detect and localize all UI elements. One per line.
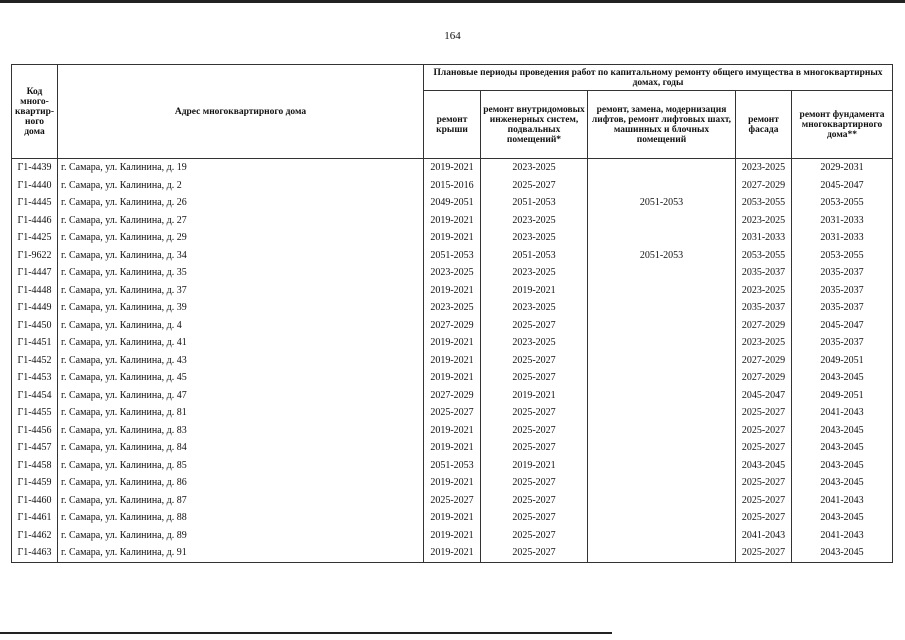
cell-elevators [588, 404, 736, 422]
cell-elevators [588, 299, 736, 317]
cell-code: Г1-4458 [12, 457, 58, 475]
cell-systems: 2023-2025 [481, 212, 588, 230]
cell-foundation: 2041-2043 [792, 404, 893, 422]
cell-elevators: 2051-2053 [588, 247, 736, 265]
cell-code: Г1-9622 [12, 247, 58, 265]
cell-code: Г1-4448 [12, 282, 58, 300]
cell-foundation: 2045-2047 [792, 317, 893, 335]
cell-facade: 2025-2027 [736, 509, 792, 527]
cell-roof: 2019-2021 [424, 509, 481, 527]
cell-elevators [588, 527, 736, 545]
table-row [12, 527, 893, 545]
cell-systems: 2025-2027 [481, 404, 588, 422]
cell-code: Г1-4452 [12, 352, 58, 370]
cell-systems: 2025-2027 [481, 492, 588, 510]
header-systems: ремонт внутридомовых инженерных систем, подвальных помещений* [481, 91, 588, 159]
cell-facade: 2053-2055 [736, 194, 792, 212]
cell-address: г. Самара, ул. Калинина, д. 84 [58, 439, 424, 457]
cell-roof: 2019-2021 [424, 282, 481, 300]
header-facade: ремонт фасада [736, 91, 792, 159]
cell-elevators [588, 334, 736, 352]
cell-code: Г1-4425 [12, 229, 58, 247]
table-row [12, 544, 893, 562]
cell-facade: 2025-2027 [736, 492, 792, 510]
cell-code: Г1-4462 [12, 527, 58, 545]
cell-facade: 2041-2043 [736, 527, 792, 545]
table-row [12, 317, 893, 335]
cell-facade: 2053-2055 [736, 247, 792, 265]
table-body [12, 159, 893, 563]
cell-systems: 2051-2053 [481, 194, 588, 212]
cell-systems: 2025-2027 [481, 352, 588, 370]
cell-elevators [588, 544, 736, 562]
cell-code: Г1-4454 [12, 387, 58, 405]
cell-elevators: 2051-2053 [588, 194, 736, 212]
table-row [12, 474, 893, 492]
cell-elevators [588, 159, 736, 177]
cell-foundation: 2043-2045 [792, 422, 893, 440]
cell-facade: 2025-2027 [736, 474, 792, 492]
cell-address: г. Самара, ул. Калинина, д. 41 [58, 334, 424, 352]
cell-roof: 2051-2053 [424, 247, 481, 265]
cell-foundation: 2049-2051 [792, 387, 893, 405]
cell-code: Г1-4440 [12, 177, 58, 195]
cell-foundation: 2043-2045 [792, 474, 893, 492]
cell-facade: 2023-2025 [736, 159, 792, 177]
table-row [12, 369, 893, 387]
cell-code: Г1-4455 [12, 404, 58, 422]
cell-facade: 2043-2045 [736, 457, 792, 475]
cell-systems: 2025-2027 [481, 509, 588, 527]
cell-foundation: 2049-2051 [792, 352, 893, 370]
cell-systems: 2023-2025 [481, 159, 588, 177]
cell-address: г. Самара, ул. Калинина, д. 85 [58, 457, 424, 475]
cell-foundation: 2043-2045 [792, 509, 893, 527]
cell-facade: 2023-2025 [736, 212, 792, 230]
table-row [12, 422, 893, 440]
cell-address: г. Самара, ул. Калинина, д. 91 [58, 544, 424, 562]
cell-address: г. Самара, ул. Калинина, д. 89 [58, 527, 424, 545]
cell-address: г. Самара, ул. Калинина, д. 47 [58, 387, 424, 405]
header-code: Код много-квартир-ного дома [12, 65, 58, 159]
cell-elevators [588, 282, 736, 300]
header-periods: Плановые периоды проведения работ по капитальному ремонту общего имущества в многоквартирных домах, годы [424, 65, 893, 91]
cell-elevators [588, 369, 736, 387]
cell-systems: 2025-2027 [481, 544, 588, 562]
cell-foundation: 2035-2037 [792, 264, 893, 282]
cell-code: Г1-4446 [12, 212, 58, 230]
cell-facade: 2035-2037 [736, 299, 792, 317]
table-row [12, 159, 893, 177]
table-row [12, 404, 893, 422]
top-border-rule [0, 0, 905, 3]
cell-elevators [588, 422, 736, 440]
bottom-border-rule [0, 632, 612, 634]
cell-foundation: 2041-2043 [792, 527, 893, 545]
cell-code: Г1-4450 [12, 317, 58, 335]
cell-elevators [588, 264, 736, 282]
table-row [12, 492, 893, 510]
cell-systems: 2023-2025 [481, 299, 588, 317]
cell-roof: 2027-2029 [424, 387, 481, 405]
cell-code: Г1-4459 [12, 474, 58, 492]
table-row [12, 352, 893, 370]
cell-roof: 2025-2027 [424, 492, 481, 510]
cell-facade: 2027-2029 [736, 369, 792, 387]
cell-elevators [588, 387, 736, 405]
cell-foundation: 2043-2045 [792, 439, 893, 457]
cell-elevators [588, 352, 736, 370]
cell-foundation: 2031-2033 [792, 212, 893, 230]
cell-facade: 2027-2029 [736, 317, 792, 335]
cell-address: г. Самара, ул. Калинина, д. 45 [58, 369, 424, 387]
cell-roof: 2027-2029 [424, 317, 481, 335]
cell-roof: 2019-2021 [424, 352, 481, 370]
repair-schedule-table-wrapper [11, 64, 893, 563]
cell-systems: 2019-2021 [481, 282, 588, 300]
cell-address: г. Самара, ул. Калинина, д. 35 [58, 264, 424, 282]
cell-roof: 2051-2053 [424, 457, 481, 475]
cell-roof: 2019-2021 [424, 369, 481, 387]
cell-roof: 2023-2025 [424, 299, 481, 317]
cell-code: Г1-4463 [12, 544, 58, 562]
cell-systems: 2025-2027 [481, 177, 588, 195]
cell-code: Г1-4445 [12, 194, 58, 212]
cell-facade: 2035-2037 [736, 264, 792, 282]
header-elevators: ремонт, замена, модернизация лифтов, ремонт лифтовых шахт, машинных и блочных помещений [588, 91, 736, 159]
cell-address: г. Самара, ул. Калинина, д. 26 [58, 194, 424, 212]
cell-address: г. Самара, ул. Калинина, д. 2 [58, 177, 424, 195]
cell-foundation: 2035-2037 [792, 299, 893, 317]
table-row [12, 334, 893, 352]
cell-foundation: 2041-2043 [792, 492, 893, 510]
table-header [12, 65, 893, 159]
cell-code: Г1-4449 [12, 299, 58, 317]
table-row [12, 299, 893, 317]
cell-systems: 2025-2027 [481, 422, 588, 440]
cell-elevators [588, 492, 736, 510]
cell-foundation: 2053-2055 [792, 247, 893, 265]
cell-elevators [588, 474, 736, 492]
table-row [12, 439, 893, 457]
cell-systems: 2025-2027 [481, 474, 588, 492]
cell-foundation: 2035-2037 [792, 334, 893, 352]
cell-address: г. Самара, ул. Калинина, д. 29 [58, 229, 424, 247]
cell-code: Г1-4453 [12, 369, 58, 387]
cell-elevators [588, 317, 736, 335]
cell-roof: 2023-2025 [424, 264, 481, 282]
cell-roof: 2015-2016 [424, 177, 481, 195]
cell-elevators [588, 212, 736, 230]
cell-systems: 2025-2027 [481, 317, 588, 335]
table-row [12, 194, 893, 212]
cell-address: г. Самара, ул. Калинина, д. 4 [58, 317, 424, 335]
header-roof: ремонт крыши [424, 91, 481, 159]
cell-foundation: 2029-2031 [792, 159, 893, 177]
cell-elevators [588, 439, 736, 457]
cell-address: г. Самара, ул. Калинина, д. 83 [58, 422, 424, 440]
table-row [12, 247, 893, 265]
cell-roof: 2019-2021 [424, 159, 481, 177]
cell-foundation: 2031-2033 [792, 229, 893, 247]
cell-address: г. Самара, ул. Калинина, д. 39 [58, 299, 424, 317]
cell-systems: 2025-2027 [481, 527, 588, 545]
cell-code: Г1-4457 [12, 439, 58, 457]
cell-facade: 2027-2029 [736, 352, 792, 370]
cell-roof: 2019-2021 [424, 474, 481, 492]
cell-facade: 2045-2047 [736, 387, 792, 405]
cell-code: Г1-4460 [12, 492, 58, 510]
cell-facade: 2025-2027 [736, 404, 792, 422]
cell-roof: 2019-2021 [424, 212, 481, 230]
table-row [12, 457, 893, 475]
cell-elevators [588, 509, 736, 527]
cell-facade: 2025-2027 [736, 422, 792, 440]
cell-roof: 2025-2027 [424, 404, 481, 422]
cell-systems: 2025-2027 [481, 369, 588, 387]
table-row [12, 177, 893, 195]
cell-roof: 2019-2021 [424, 229, 481, 247]
cell-address: г. Самара, ул. Калинина, д. 88 [58, 509, 424, 527]
cell-code: Г1-4447 [12, 264, 58, 282]
cell-elevators [588, 229, 736, 247]
cell-roof: 2019-2021 [424, 439, 481, 457]
cell-roof: 2019-2021 [424, 544, 481, 562]
page-number: 164 [444, 30, 461, 42]
cell-roof: 2019-2021 [424, 527, 481, 545]
cell-systems: 2025-2027 [481, 439, 588, 457]
cell-systems: 2019-2021 [481, 457, 588, 475]
cell-address: г. Самара, ул. Калинина, д. 34 [58, 247, 424, 265]
cell-foundation: 2053-2055 [792, 194, 893, 212]
cell-foundation: 2035-2037 [792, 282, 893, 300]
header-address: Адрес многоквартирного дома [58, 65, 424, 159]
cell-code: Г1-4461 [12, 509, 58, 527]
header-foundation: ремонт фундамента многоквартирного дома** [792, 91, 893, 159]
cell-elevators [588, 457, 736, 475]
cell-code: Г1-4439 [12, 159, 58, 177]
cell-address: г. Самара, ул. Калинина, д. 43 [58, 352, 424, 370]
cell-systems: 2023-2025 [481, 264, 588, 282]
cell-facade: 2023-2025 [736, 282, 792, 300]
cell-address: г. Самара, ул. Калинина, д. 86 [58, 474, 424, 492]
cell-facade: 2025-2027 [736, 544, 792, 562]
cell-roof: 2049-2051 [424, 194, 481, 212]
cell-address: г. Самара, ул. Калинина, д. 81 [58, 404, 424, 422]
table-row [12, 264, 893, 282]
repair-schedule-table [11, 64, 893, 563]
cell-elevators [588, 177, 736, 195]
cell-address: г. Самара, ул. Калинина, д. 87 [58, 492, 424, 510]
cell-facade: 2025-2027 [736, 439, 792, 457]
cell-foundation: 2043-2045 [792, 544, 893, 562]
cell-foundation: 2045-2047 [792, 177, 893, 195]
cell-code: Г1-4451 [12, 334, 58, 352]
cell-roof: 2019-2021 [424, 422, 481, 440]
table-row [12, 282, 893, 300]
cell-roof: 2019-2021 [424, 334, 481, 352]
cell-foundation: 2043-2045 [792, 369, 893, 387]
cell-systems: 2019-2021 [481, 387, 588, 405]
cell-systems: 2051-2053 [481, 247, 588, 265]
cell-facade: 2023-2025 [736, 334, 792, 352]
cell-code: Г1-4456 [12, 422, 58, 440]
table-row [12, 509, 893, 527]
table-row [12, 387, 893, 405]
table-row [12, 229, 893, 247]
cell-facade: 2027-2029 [736, 177, 792, 195]
cell-systems: 2023-2025 [481, 334, 588, 352]
cell-foundation: 2043-2045 [792, 457, 893, 475]
cell-address: г. Самара, ул. Калинина, д. 19 [58, 159, 424, 177]
cell-facade: 2031-2033 [736, 229, 792, 247]
cell-address: г. Самара, ул. Калинина, д. 27 [58, 212, 424, 230]
cell-address: г. Самара, ул. Калинина, д. 37 [58, 282, 424, 300]
cell-systems: 2023-2025 [481, 229, 588, 247]
table-row [12, 212, 893, 230]
